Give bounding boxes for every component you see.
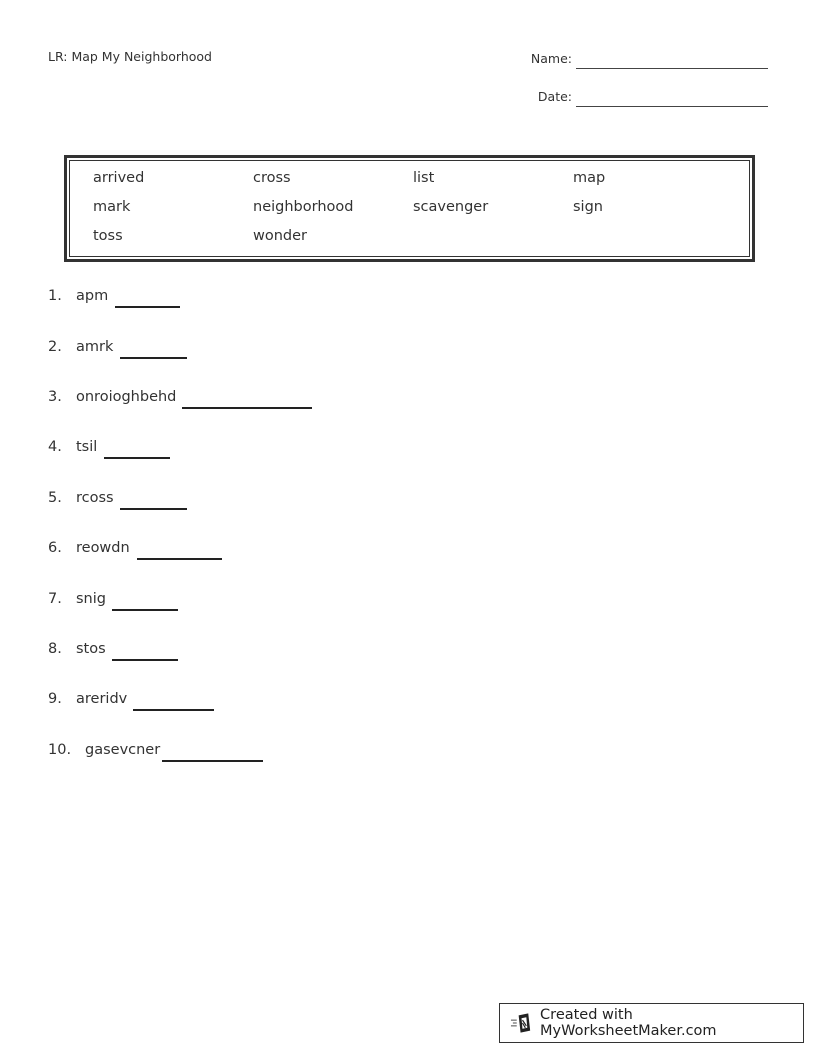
question-item	[48, 288, 109, 304]
question-item	[48, 540, 130, 556]
word-bank-word: sign	[573, 199, 603, 215]
question-number: 6.	[48, 540, 62, 556]
answer-blank[interactable]	[162, 760, 263, 762]
name-line[interactable]	[576, 68, 768, 69]
worksheet-logo-icon	[510, 1012, 533, 1034]
answer-blank[interactable]	[112, 659, 178, 661]
scrambled-word: tsil	[76, 439, 98, 455]
answer-blank[interactable]	[112, 609, 178, 611]
name-label: Name:	[530, 51, 572, 66]
date-line[interactable]	[576, 106, 768, 107]
scrambled-word: gasevcner	[85, 742, 161, 758]
question-number: 9.	[48, 691, 62, 707]
worksheet-title: LR: Map My Neighborhood	[48, 49, 212, 64]
question-item	[48, 339, 114, 355]
word-bank-word: list	[413, 170, 435, 186]
word-bank-word: arrived	[93, 170, 145, 186]
scrambled-word: reowdn	[76, 540, 130, 556]
word-bank-word: mark	[93, 199, 131, 215]
word-bank-inner-border	[69, 160, 750, 257]
word-bank-word: neighborhood	[253, 199, 354, 215]
scrambled-word: stos	[76, 641, 106, 657]
answer-blank[interactable]	[137, 558, 222, 560]
question-number: 4.	[48, 439, 62, 455]
word-bank-word: toss	[93, 228, 123, 244]
word-bank-word: scavenger	[413, 199, 489, 215]
question-number: 1.	[48, 288, 62, 304]
question-item	[48, 691, 128, 707]
scrambled-word: areridv	[76, 691, 128, 707]
scrambled-word: amrk	[76, 339, 114, 355]
word-bank	[64, 155, 755, 262]
question-number: 5.	[48, 490, 62, 506]
scrambled-word: snig	[76, 591, 106, 607]
date-label: Date:	[537, 89, 572, 104]
scrambled-word: onroioghbehd	[76, 389, 177, 405]
question-item	[48, 742, 161, 758]
question-number: 2.	[48, 339, 62, 355]
answer-blank[interactable]	[120, 508, 187, 510]
question-item	[48, 439, 98, 455]
scrambled-word: rcoss	[76, 490, 114, 506]
answer-blank[interactable]	[104, 457, 170, 459]
question-item	[48, 641, 106, 657]
question-number: 8.	[48, 641, 62, 657]
scrambled-word: apm	[76, 288, 109, 304]
word-bank-word: wonder	[253, 228, 308, 244]
word-bank-word: cross	[253, 170, 291, 186]
footer-credit	[499, 1003, 804, 1043]
answer-blank[interactable]	[182, 407, 312, 409]
answer-blank[interactable]	[133, 709, 214, 711]
question-number: 7.	[48, 591, 62, 607]
word-bank-word: map	[573, 170, 606, 186]
question-number: 3.	[48, 389, 62, 405]
question-item	[48, 490, 114, 506]
question-item	[48, 591, 106, 607]
footer-text: Created with MyWorksheetMaker.com	[540, 1007, 717, 1039]
answer-blank[interactable]	[120, 357, 187, 359]
question-item	[48, 389, 177, 405]
answer-blank[interactable]	[115, 306, 180, 308]
question-number: 10.	[48, 742, 72, 758]
